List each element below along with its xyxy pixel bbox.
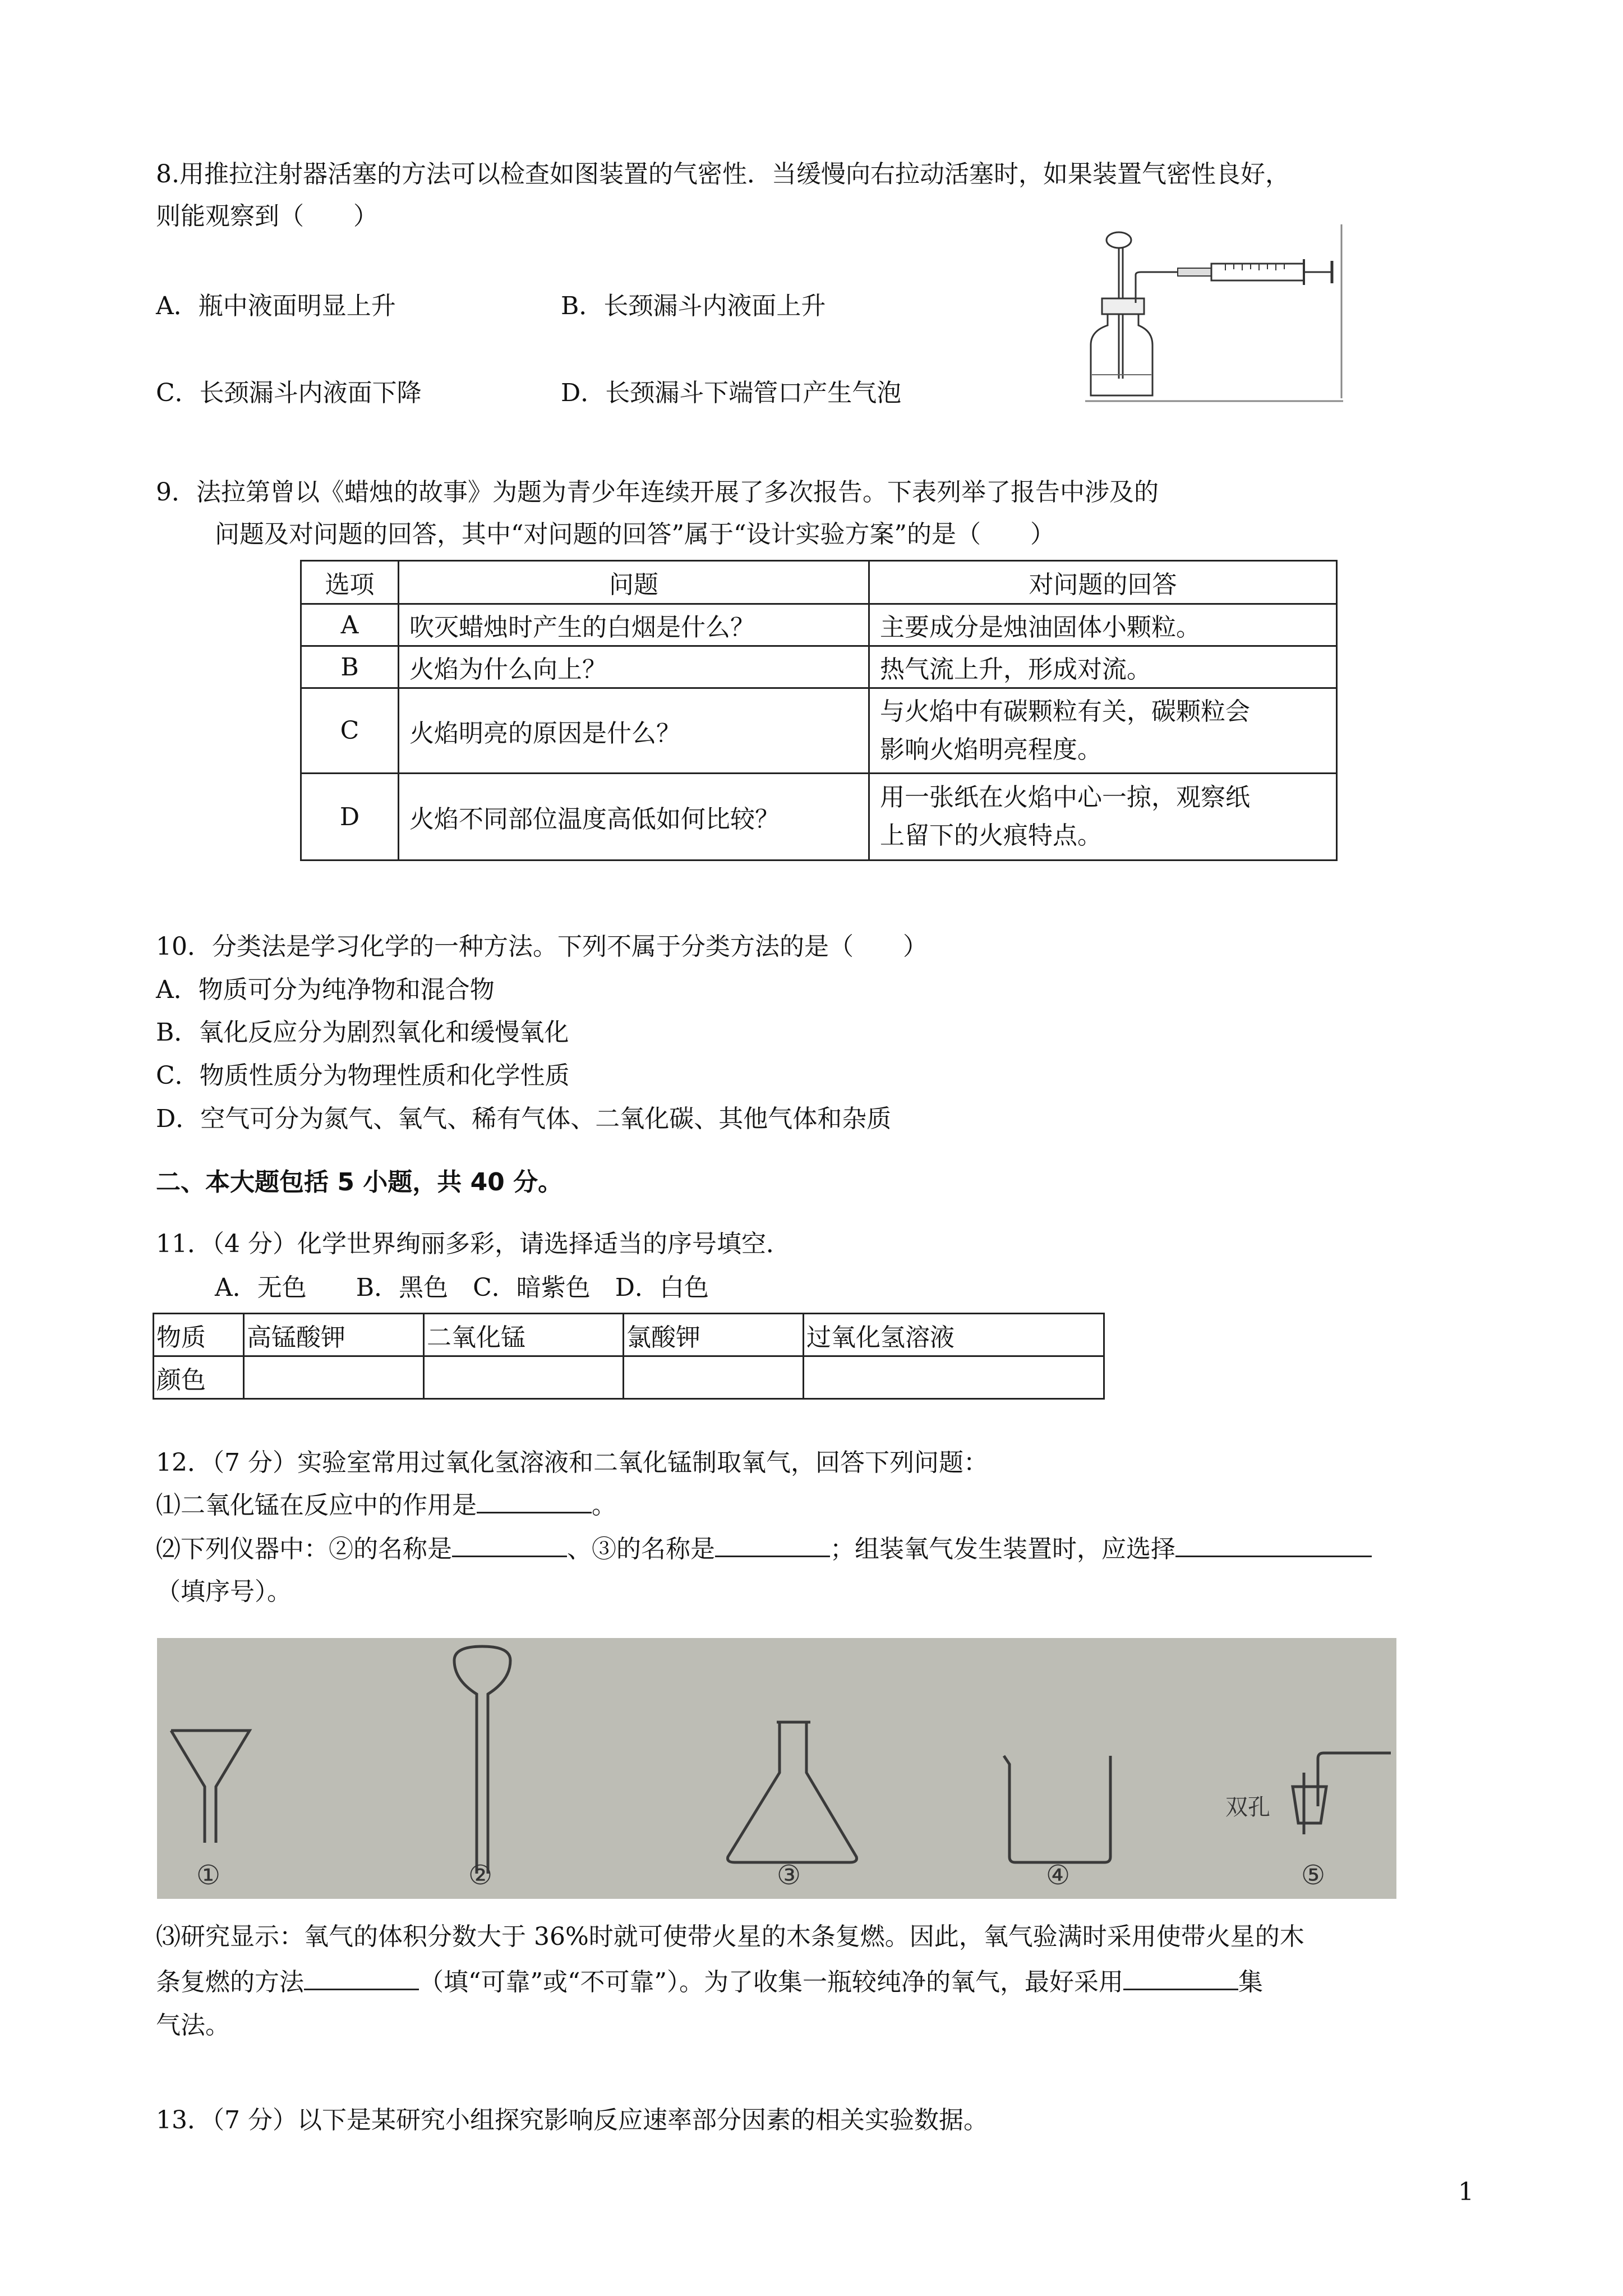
q11-cell: 颜色	[154, 1356, 244, 1399]
q9-answer-line: 影响火焰明亮程度。	[880, 735, 1102, 764]
table-row	[301, 604, 1337, 646]
q11-answer-cell[interactable]	[424, 1356, 624, 1399]
figure-label-2: ②	[468, 1860, 493, 1891]
figure-label-4: ④	[1046, 1860, 1071, 1891]
q9-answer-line: 用一张纸在火焰中心一掠，观察纸	[880, 783, 1250, 812]
airtightness-apparatus-figure	[1085, 224, 1343, 409]
q9-answer-line: 上留下的火痕特点。	[880, 821, 1102, 850]
figure-label-5: ⑤	[1301, 1860, 1326, 1891]
answer-blank[interactable]	[715, 1533, 830, 1557]
q11-answer-cell[interactable]	[244, 1356, 424, 1399]
q12-part2-text: ⑵下列仪器中：②的名称是	[156, 1535, 452, 1563]
q11-cell: 氯酸钾	[624, 1314, 804, 1356]
q9-row-answer: 主要成分是烛油固体小颗粒。	[869, 604, 1337, 646]
q12-part1-end: 。	[592, 1491, 616, 1520]
q11-answer-cell[interactable]	[624, 1356, 804, 1399]
q9-row-question: 火焰明亮的原因是什么？	[399, 688, 869, 774]
q12-part2	[156, 1533, 1372, 1565]
q12-part3-line1: ⑶研究显示：氧气的体积分数大于 36%时就可使带火星的木条复燃。因此，氧气验满时采用使带火星的木	[156, 1922, 1304, 1951]
q8-option-b: B．长颈漏斗内液面上升	[561, 292, 826, 320]
q9-header-question: 问题	[399, 561, 869, 604]
table-row	[154, 1314, 1104, 1356]
q12-part1-text: ⑴二氧化锰在反应中的作用是	[156, 1491, 477, 1520]
q9-header-answer: 对问题的回答	[869, 561, 1337, 604]
q9-row-option: D	[301, 774, 399, 861]
table-row	[154, 1356, 1104, 1399]
q9-table	[300, 560, 1338, 861]
q8-option-d: D．长颈漏斗下端管口产生气泡	[561, 379, 902, 407]
q8-stem-line2: 则能观察到（ ）	[156, 202, 378, 231]
q9-stem-line2: 问题及对问题的回答，其中“对问题的回答”属于“设计实验方案”的是（ ）	[215, 520, 1055, 549]
q11-stem: 11．（4 分）化学世界绚丽多彩，请选择适当的序号填空．	[156, 1230, 791, 1258]
q8-option-a: A．瓶中液面明显上升	[156, 292, 396, 320]
q9-row-option: A	[301, 604, 399, 646]
q11-cell: 物质	[154, 1314, 244, 1356]
q9-row-question: 火焰不同部位温度高低如何比较？	[399, 774, 869, 861]
q9-row-question: 火焰为什么向上？	[399, 646, 869, 688]
q12-part2-end: （填序号）。	[156, 1577, 292, 1606]
q12-part1	[156, 1489, 616, 1521]
q10-option-b: B．氧化反应分为剧烈氧化和缓慢氧化	[156, 1018, 569, 1047]
answer-blank[interactable]	[304, 1966, 419, 1990]
q9-row-answer	[869, 774, 1337, 861]
q9-row-option: C	[301, 688, 399, 774]
q12-part3-text: 集	[1238, 1968, 1263, 1996]
q12-part3-text: 条复燃的方法	[156, 1968, 304, 1996]
table-row	[301, 688, 1337, 774]
q9-header-option: 选项	[301, 561, 399, 604]
q10-option-a: A．物质可分为纯净物和混合物	[156, 976, 495, 1004]
page-number: 1	[1458, 2178, 1474, 2206]
q12-part2-text: 、③的名称是	[567, 1535, 715, 1563]
q11-choices: A．无色 B．黑色 C．暗紫色 D．白色	[215, 1273, 709, 1302]
q9-row-answer: 热气流上升，形成对流。	[869, 646, 1337, 688]
two-hole-label: 双孔	[1225, 1795, 1270, 1820]
q13-stem: 13．（7 分）以下是某研究小组探究影响反应速率部分因素的相关实验数据。	[156, 2106, 988, 2134]
q11-cell: 二氧化锰	[424, 1314, 624, 1356]
instruments-figure	[157, 1638, 1396, 1899]
q12-part3-line2	[156, 1966, 1263, 1998]
q10-option-c: C．物质性质分为物理性质和化学性质	[156, 1061, 570, 1090]
q10-stem: 10．分类法是学习化学的一种方法。下列不属于分类方法的是（ ）	[156, 932, 928, 961]
q10-option-d: D．空气可分为氮气、氧气、稀有气体、二氧化碳、其他气体和杂质	[156, 1105, 892, 1133]
q11-cell: 高锰酸钾	[244, 1314, 424, 1356]
answer-blank[interactable]	[477, 1489, 592, 1513]
q12-part2-text: ；组装氧气发生装置时，应选择	[830, 1535, 1175, 1563]
q9-row-question: 吹灭蜡烛时产生的白烟是什么？	[399, 604, 869, 646]
q8-stem-line1: 8.用推拉注射器活塞的方法可以检查如图装置的气密性．当缓慢向右拉动活塞时，如果装置气密性良好，	[156, 160, 1290, 188]
q11-table	[153, 1313, 1105, 1400]
table-row	[301, 646, 1337, 688]
q9-stem-line1: 9．法拉第曾以《蜡烛的故事》为题为青少年连续开展了多次报告。下表列举了报告中涉及的	[156, 478, 1159, 507]
q9-row-answer	[869, 688, 1337, 774]
answer-blank[interactable]	[1175, 1533, 1372, 1557]
q9-answer-line: 与火焰中有碳颗粒有关，碳颗粒会	[880, 697, 1250, 726]
answer-blank[interactable]	[452, 1533, 567, 1557]
q8-option-c: C．长颈漏斗内液面下降	[156, 379, 422, 407]
q12-part3-text: （填“可靠”或“不可靠”）。为了收集一瓶较纯净的氧气，最好采用	[419, 1968, 1123, 1996]
q12-part3-line3: 气法。	[156, 2011, 230, 2040]
section-heading: 二、本大题包括 5 小题，共 40 分。	[156, 1168, 563, 1197]
q12-stem: 12．（7 分）实验室常用过氧化氢溶液和二氧化锰制取氧气，回答下列问题：	[156, 1448, 988, 1477]
q11-cell: 过氧化氢溶液	[804, 1314, 1104, 1356]
q9-row-option: B	[301, 646, 399, 688]
table-row	[301, 774, 1337, 861]
q11-answer-cell[interactable]	[804, 1356, 1104, 1399]
figure-label-3: ③	[777, 1860, 801, 1891]
answer-blank[interactable]	[1123, 1966, 1238, 1990]
figure-label-1: ①	[196, 1860, 221, 1891]
